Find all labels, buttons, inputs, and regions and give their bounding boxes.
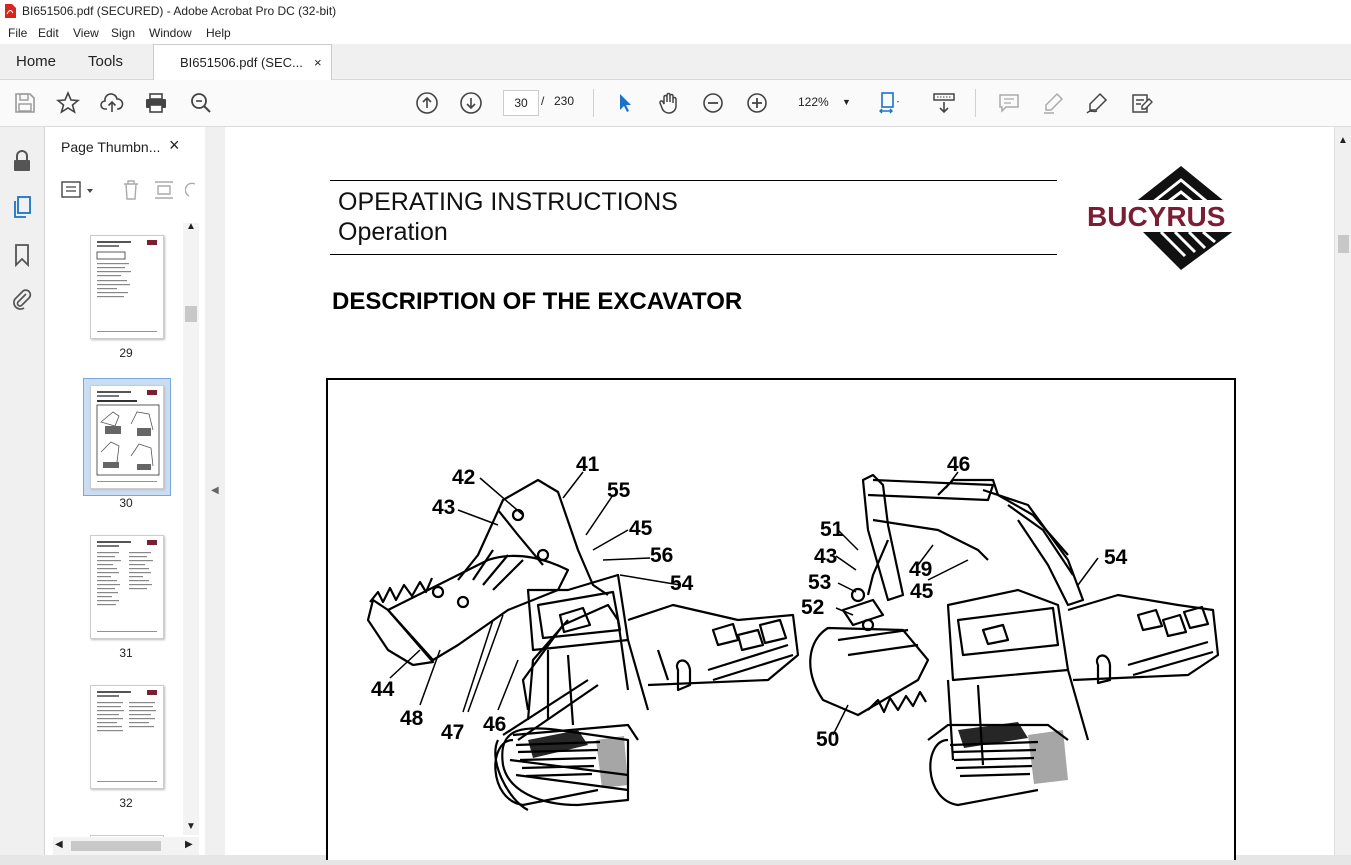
page-thumbnails-icon[interactable] [10,195,34,219]
callout-49: 49 [909,558,933,581]
callout-41: 41 [576,453,600,476]
callout-45: 45 [910,580,934,603]
callout-53: 53 [808,571,832,594]
thumbnail-preview [91,536,163,638]
thumbnail-scrollbar[interactable] [183,223,199,835]
redact-edit-icon[interactable] [1130,91,1154,115]
tab-home[interactable]: Home [16,53,57,70]
title-bar [0,0,1351,22]
callout-52: 52 [801,596,825,619]
thumbnail-label-30: 30 [119,496,133,510]
section-title: DESCRIPTION OF THE EXCAVATOR [332,288,743,315]
horizontal-scroll-thumb[interactable] [71,841,161,851]
scroll-down-icon[interactable]: ▼ [186,821,196,832]
callout-54: 54 [670,572,694,595]
highlight-pen-icon[interactable] [1041,91,1065,115]
callout-55: 55 [607,479,631,502]
bookmark-star-icon[interactable] [56,91,80,115]
tab-tools[interactable]: Tools [88,53,124,70]
total-pages: 230 [554,94,575,108]
left-navigation-rail [0,127,45,855]
thumbnail-label-31: 31 [119,646,133,660]
callout-54: 54 [1104,546,1128,569]
delete-page-icon[interactable] [121,179,141,201]
callout-45: 45 [629,517,653,540]
document-header-title: OPERATING INSTRUCTIONS [338,188,678,216]
panel-collapse-handle[interactable] [205,127,225,855]
thumbnail-page-32[interactable] [90,685,164,789]
document-header-subtitle: Operation [338,218,448,246]
header-rule-top [330,180,1057,181]
document-scroll-thumb[interactable] [1338,235,1349,253]
pdf-file-icon [5,4,16,18]
extract-pages-icon[interactable] [153,179,175,201]
bucyrus-logo [1085,160,1265,272]
save-icon[interactable] [13,91,37,115]
comment-icon[interactable] [997,91,1021,115]
thumbnail-page-31[interactable] [90,535,164,639]
callout-43: 43 [814,545,838,568]
zoom-level-dropdown[interactable] [790,90,856,114]
thumbnail-page-30[interactable] [90,385,164,489]
chevron-down-icon: ▼ [842,97,851,107]
logo-wordmark: BUCYRUS [1087,201,1226,232]
page-separator: / [541,94,545,108]
attachment-paperclip-icon[interactable] [10,287,34,311]
page-thumbnails-panel [45,127,206,855]
callout-43: 43 [432,496,456,519]
callout-51: 51 [820,518,844,541]
thumbnail-horizontal-scrollbar[interactable] [53,837,199,855]
menu-bar [0,22,1351,44]
page-number-input[interactable]: 30 [503,90,539,116]
thumbnail-label-29: 29 [119,346,133,360]
menu-window[interactable]: Window [149,26,192,40]
toolbar [0,80,1351,127]
callout-44: 44 [371,678,395,701]
callout-46: 46 [483,713,507,736]
zoom-in-icon[interactable] [745,91,769,115]
callout-48: 48 [400,707,424,730]
tab-document-label: BI651506.pdf (SEC... [180,55,303,70]
zoom-level-value: 122% [798,95,829,109]
thumbnail-preview [91,686,163,788]
zoom-search-icon[interactable] [189,91,213,115]
select-cursor-icon[interactable] [613,91,637,115]
page-fit-icon[interactable] [877,91,901,115]
window-title: BI651506.pdf (SECURED) - Adobe Acrobat Pro DC (32-bit) [22,4,337,18]
options-menu-icon[interactable] [61,180,95,200]
next-page-icon[interactable] [459,91,483,115]
scroll-up-icon[interactable]: ▲ [186,221,196,232]
menu-file[interactable]: File [8,26,28,40]
callout-50: 50 [816,728,840,751]
tab-bar [0,44,1351,80]
rotate-page-icon[interactable] [185,179,197,201]
scroll-mode-icon[interactable] [932,91,956,115]
excavator-figure [326,378,1236,860]
tab-document[interactable] [153,44,332,80]
thumbnail-preview [91,386,163,488]
callout-46: 46 [947,453,971,476]
thumbnail-label-32: 32 [119,796,133,810]
callout-47: 47 [441,721,465,744]
toolbar-divider [593,89,594,117]
collapse-left-icon[interactable]: ◀ [211,485,219,496]
panel-close-icon[interactable]: × [169,135,180,155]
excavator-illustration [328,380,1234,860]
upload-icon[interactable] [100,91,124,115]
scroll-up-icon[interactable]: ▲ [1338,135,1348,146]
print-icon[interactable] [144,91,168,115]
thumbnail-options-toolbar [57,177,199,203]
thumbnail-scroll-thumb[interactable] [185,306,197,322]
menu-view[interactable]: View [73,26,99,40]
lock-icon[interactable] [10,149,34,173]
menu-sign[interactable]: Sign [111,26,136,40]
bookmark-icon[interactable] [10,243,34,267]
thumbnail-page-29[interactable] [90,235,164,339]
callout-56: 56 [650,544,674,567]
zoom-out-icon[interactable] [701,91,725,115]
toolbar-divider [975,89,976,117]
menu-edit[interactable]: Edit [38,26,59,40]
tab-close-icon[interactable]: × [314,55,322,70]
document-scrollbar[interactable] [1334,127,1351,855]
callout-42: 42 [452,466,476,489]
menu-help[interactable]: Help [206,26,231,40]
sign-pen-icon[interactable] [1085,91,1109,115]
thumbnail-preview [91,236,163,338]
hand-tool-icon[interactable] [657,91,681,115]
previous-page-icon[interactable] [415,91,439,115]
header-rule-bottom [330,254,1057,255]
scroll-left-icon[interactable]: ◀ [55,839,63,850]
scroll-right-icon[interactable]: ▶ [185,839,193,850]
panel-title: Page Thumbn... [61,139,161,155]
